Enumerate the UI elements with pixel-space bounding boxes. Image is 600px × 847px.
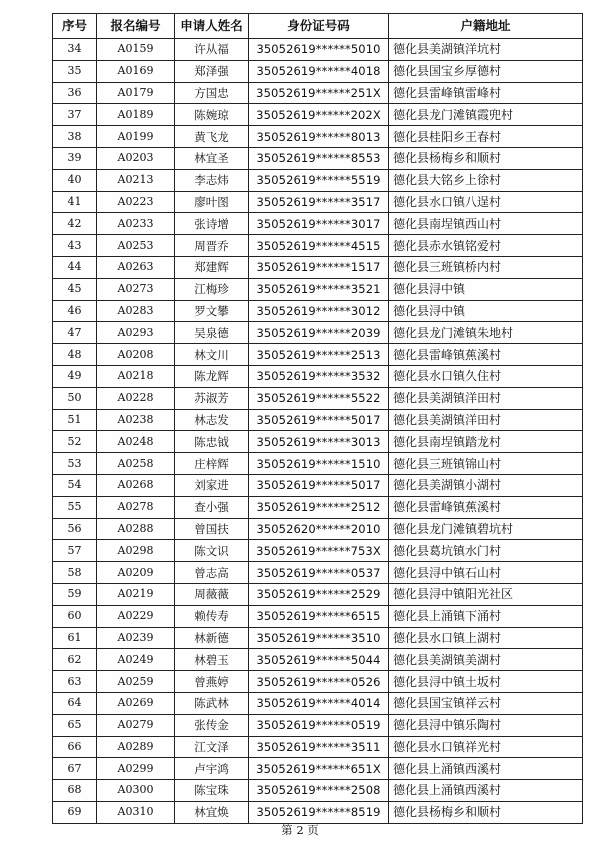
row-code: A0258 [97, 453, 175, 475]
row-seq: 49 [53, 365, 97, 387]
row-name: 陈龙辉 [175, 365, 249, 387]
table-row [53, 409, 583, 431]
row-address: 德化县浔中镇 [389, 278, 583, 300]
row-seq: 66 [53, 736, 97, 758]
table-row [53, 82, 583, 104]
row-code: A0278 [97, 496, 175, 518]
table-row [53, 474, 583, 496]
row-code: A0223 [97, 191, 175, 213]
row-address: 德化县水口镇久住村 [389, 365, 583, 387]
row-address: 德化县国宝镇祥云村 [389, 692, 583, 714]
row-address: 德化县国宝乡厚德村 [389, 60, 583, 82]
row-seq: 36 [53, 82, 97, 104]
table-row [53, 191, 583, 213]
row-name: 查小强 [175, 496, 249, 518]
row-code: A0189 [97, 104, 175, 126]
row-seq: 44 [53, 256, 97, 278]
row-code: A0208 [97, 344, 175, 366]
row-address: 德化县南埕镇西山村 [389, 213, 583, 235]
table-row [53, 104, 583, 126]
table-row [53, 431, 583, 453]
table-row [53, 671, 583, 693]
table-row [53, 387, 583, 409]
row-address: 德化县南埕镇踏龙村 [389, 431, 583, 453]
table-row [53, 39, 583, 61]
row-id-number: 35052619******6515 [249, 605, 389, 627]
row-id-number: 35052619******8013 [249, 126, 389, 148]
table-row [53, 605, 583, 627]
row-seq: 37 [53, 104, 97, 126]
row-id-number: 35052619******202X [249, 104, 389, 126]
table-row [53, 365, 583, 387]
row-id-number: 35052619******5017 [249, 474, 389, 496]
table-row [53, 801, 583, 823]
row-name: 廖叶图 [175, 191, 249, 213]
row-code: A0238 [97, 409, 175, 431]
row-seq: 46 [53, 300, 97, 322]
row-id-number: 35052619******3013 [249, 431, 389, 453]
row-address: 德化县杨梅乡和顺村 [389, 801, 583, 823]
row-id-number: 35052619******2512 [249, 496, 389, 518]
row-address: 德化县浔中镇乐陶村 [389, 714, 583, 736]
row-name: 苏淑芳 [175, 387, 249, 409]
table-row [53, 583, 583, 605]
row-id-number: 35052619******2039 [249, 322, 389, 344]
row-name: 李志炜 [175, 169, 249, 191]
table-row [53, 518, 583, 540]
row-id-number: 35052619******2508 [249, 780, 389, 802]
row-code: A0199 [97, 126, 175, 148]
row-id-number: 35052619******8519 [249, 801, 389, 823]
row-seq: 64 [53, 692, 97, 714]
row-id-number: 35052619******0537 [249, 562, 389, 584]
table-row [53, 758, 583, 780]
row-address: 德化县雷峰镇蕉溪村 [389, 496, 583, 518]
row-seq: 68 [53, 780, 97, 802]
row-id-number: 35052619******3517 [249, 191, 389, 213]
row-seq: 57 [53, 540, 97, 562]
row-name: 刘家进 [175, 474, 249, 496]
row-name: 罗文攀 [175, 300, 249, 322]
table-row [53, 300, 583, 322]
row-id-number: 35052619******251X [249, 82, 389, 104]
row-address: 德化县浔中镇石山村 [389, 562, 583, 584]
row-name: 江文泽 [175, 736, 249, 758]
row-id-number: 35052619******8553 [249, 147, 389, 169]
row-address: 德化县美湖镇美湖村 [389, 649, 583, 671]
row-seq: 45 [53, 278, 97, 300]
row-code: A0279 [97, 714, 175, 736]
row-name: 周晋乔 [175, 235, 249, 257]
row-address: 德化县三班镇锦山村 [389, 453, 583, 475]
row-address: 德化县美湖镇洋田村 [389, 387, 583, 409]
table-row [53, 736, 583, 758]
row-seq: 43 [53, 235, 97, 257]
table-row [53, 780, 583, 802]
row-code: A0253 [97, 235, 175, 257]
row-id-number: 35052619******3511 [249, 736, 389, 758]
row-id-number: 35052619******3532 [249, 365, 389, 387]
row-id-number: 35052619******5519 [249, 169, 389, 191]
table-row [53, 496, 583, 518]
row-code: A0249 [97, 649, 175, 671]
row-id-number: 35052619******753X [249, 540, 389, 562]
table-row [53, 322, 583, 344]
header-name: 申请人姓名 [175, 14, 249, 39]
row-seq: 38 [53, 126, 97, 148]
row-code: A0179 [97, 82, 175, 104]
table-row [53, 714, 583, 736]
row-seq: 35 [53, 60, 97, 82]
table-row [53, 256, 583, 278]
row-code: A0300 [97, 780, 175, 802]
row-code: A0229 [97, 605, 175, 627]
row-code: A0203 [97, 147, 175, 169]
row-address: 德化县杨梅乡和顺村 [389, 147, 583, 169]
row-name: 林志发 [175, 409, 249, 431]
table-row [53, 213, 583, 235]
row-address: 德化县水口镇祥光村 [389, 736, 583, 758]
row-name: 林宜焕 [175, 801, 249, 823]
row-code: A0273 [97, 278, 175, 300]
table-body [53, 39, 583, 824]
row-id-number: 35052620******2010 [249, 518, 389, 540]
row-id-number: 35052619******4014 [249, 692, 389, 714]
row-name: 许从福 [175, 39, 249, 61]
row-seq: 69 [53, 801, 97, 823]
row-seq: 40 [53, 169, 97, 191]
row-code: A0239 [97, 627, 175, 649]
header-code: 报名编号 [97, 14, 175, 39]
row-code: A0288 [97, 518, 175, 540]
row-address: 德化县赤水镇铭爱村 [389, 235, 583, 257]
row-name: 曾国扶 [175, 518, 249, 540]
table-row [53, 562, 583, 584]
row-address: 德化县龙门滩镇朱地村 [389, 322, 583, 344]
row-seq: 62 [53, 649, 97, 671]
row-name: 陈宝珠 [175, 780, 249, 802]
row-name: 曾志高 [175, 562, 249, 584]
table-row [53, 649, 583, 671]
row-name: 林碧玉 [175, 649, 249, 671]
row-seq: 42 [53, 213, 97, 235]
row-name: 郑泽强 [175, 60, 249, 82]
row-id-number: 35052619******3521 [249, 278, 389, 300]
table-row [53, 344, 583, 366]
row-code: A0218 [97, 365, 175, 387]
row-seq: 61 [53, 627, 97, 649]
row-code: A0228 [97, 387, 175, 409]
row-code: A0268 [97, 474, 175, 496]
row-id-number: 35052619******0519 [249, 714, 389, 736]
row-name: 张传金 [175, 714, 249, 736]
row-code: A0248 [97, 431, 175, 453]
row-address: 德化县雷峰镇蕉溪村 [389, 344, 583, 366]
table-row [53, 235, 583, 257]
row-address: 德化县水口镇八逞村 [389, 191, 583, 213]
row-id-number: 35052619******4515 [249, 235, 389, 257]
row-seq: 47 [53, 322, 97, 344]
row-name: 周薇薇 [175, 583, 249, 605]
row-seq: 67 [53, 758, 97, 780]
row-seq: 60 [53, 605, 97, 627]
row-address: 德化县桂阳乡王春村 [389, 126, 583, 148]
row-seq: 63 [53, 671, 97, 693]
row-code: A0289 [97, 736, 175, 758]
row-code: A0213 [97, 169, 175, 191]
row-address: 德化县美湖镇小湖村 [389, 474, 583, 496]
row-id-number: 35052619******4018 [249, 60, 389, 82]
row-address: 德化县大铭乡上徐村 [389, 169, 583, 191]
row-name: 黄飞龙 [175, 126, 249, 148]
applicant-table [52, 13, 583, 824]
row-code: A0263 [97, 256, 175, 278]
row-name: 林文川 [175, 344, 249, 366]
header-id: 身份证号码 [249, 14, 389, 39]
row-seq: 52 [53, 431, 97, 453]
row-name: 陈忠钺 [175, 431, 249, 453]
row-name: 陈文识 [175, 540, 249, 562]
row-address: 德化县三班镇桥内村 [389, 256, 583, 278]
row-id-number: 35052619******2529 [249, 583, 389, 605]
table-row [53, 540, 583, 562]
header-seq: 序号 [53, 14, 97, 39]
row-code: A0259 [97, 671, 175, 693]
row-seq: 50 [53, 387, 97, 409]
row-code: A0233 [97, 213, 175, 235]
row-name: 江梅珍 [175, 278, 249, 300]
table-header-row [53, 14, 583, 39]
row-code: A0299 [97, 758, 175, 780]
page-number: 第 2 页 [281, 823, 319, 837]
row-code: A0209 [97, 562, 175, 584]
row-name: 郑建辉 [175, 256, 249, 278]
row-id-number: 35052619******3012 [249, 300, 389, 322]
row-address: 德化县浔中镇阳光社区 [389, 583, 583, 605]
header-address: 户籍地址 [389, 14, 583, 39]
row-seq: 53 [53, 453, 97, 475]
row-name: 林宜圣 [175, 147, 249, 169]
row-seq: 54 [53, 474, 97, 496]
table-row [53, 60, 583, 82]
table-row [53, 126, 583, 148]
row-seq: 55 [53, 496, 97, 518]
row-code: A0283 [97, 300, 175, 322]
row-seq: 41 [53, 191, 97, 213]
row-name: 赖传寿 [175, 605, 249, 627]
row-code: A0293 [97, 322, 175, 344]
row-name: 林新德 [175, 627, 249, 649]
row-address: 德化县美湖镇洋坑村 [389, 39, 583, 61]
row-code: A0159 [97, 39, 175, 61]
table-row [53, 692, 583, 714]
row-address: 德化县水口镇上湖村 [389, 627, 583, 649]
row-address: 德化县龙门滩镇霞兜村 [389, 104, 583, 126]
row-id-number: 35052619******5522 [249, 387, 389, 409]
table-row [53, 169, 583, 191]
row-name: 曾燕婷 [175, 671, 249, 693]
row-id-number: 35052619******1517 [249, 256, 389, 278]
row-id-number: 35052619******5017 [249, 409, 389, 431]
table-row [53, 627, 583, 649]
row-name: 张诗增 [175, 213, 249, 235]
row-name: 陈武林 [175, 692, 249, 714]
row-seq: 48 [53, 344, 97, 366]
row-address: 德化县葛坑镇水门村 [389, 540, 583, 562]
row-address: 德化县雷峰镇雷峰村 [389, 82, 583, 104]
row-address: 德化县上涌镇西溪村 [389, 758, 583, 780]
row-code: A0169 [97, 60, 175, 82]
row-name: 方国忠 [175, 82, 249, 104]
row-code: A0298 [97, 540, 175, 562]
row-name: 吴泉德 [175, 322, 249, 344]
row-id-number: 35052619******5010 [249, 39, 389, 61]
row-id-number: 35052619******0526 [249, 671, 389, 693]
table-row [53, 147, 583, 169]
row-seq: 59 [53, 583, 97, 605]
row-id-number: 35052619******2513 [249, 344, 389, 366]
table-row [53, 453, 583, 475]
row-address: 德化县浔中镇土坂村 [389, 671, 583, 693]
row-id-number: 35052619******3017 [249, 213, 389, 235]
row-id-number: 35052619******5044 [249, 649, 389, 671]
row-seq: 51 [53, 409, 97, 431]
row-address: 德化县美湖镇洋田村 [389, 409, 583, 431]
row-seq: 58 [53, 562, 97, 584]
row-address: 德化县龙门滩镇碧坑村 [389, 518, 583, 540]
row-address: 德化县浔中镇 [389, 300, 583, 322]
row-id-number: 35052619******1510 [249, 453, 389, 475]
row-name: 庄梓辉 [175, 453, 249, 475]
row-code: A0219 [97, 583, 175, 605]
row-name: 卢宇鸿 [175, 758, 249, 780]
row-address: 德化县上涌镇下涌村 [389, 605, 583, 627]
row-code: A0310 [97, 801, 175, 823]
row-seq: 56 [53, 518, 97, 540]
row-id-number: 35052619******3510 [249, 627, 389, 649]
row-seq: 34 [53, 39, 97, 61]
row-seq: 39 [53, 147, 97, 169]
row-code: A0269 [97, 692, 175, 714]
row-name: 陈婉琼 [175, 104, 249, 126]
row-address: 德化县上涌镇西溪村 [389, 780, 583, 802]
row-seq: 65 [53, 714, 97, 736]
table-row [53, 278, 583, 300]
row-id-number: 35052619******651X [249, 758, 389, 780]
